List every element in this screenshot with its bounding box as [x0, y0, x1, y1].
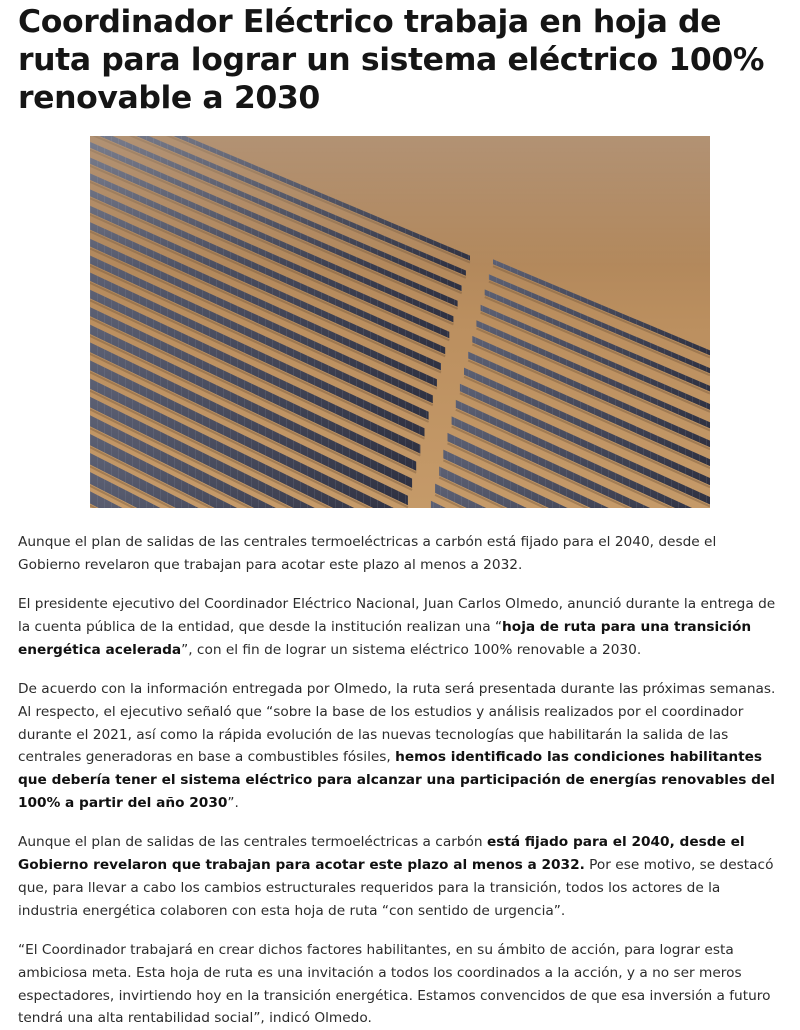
article-paragraph — [18, 939, 782, 1030]
bold-text: hemos identificado las condiciones habilitantes que debería tener el sistema eléctrico para alcanzar una participación de energías renovables del 100% a partir del año 2030 — [18, 749, 775, 811]
article-paragraph — [18, 531, 782, 577]
article-paragraph — [18, 678, 782, 815]
solar-farm-photo — [90, 136, 710, 508]
bold-text: está fijado para el 2040, desde el Gobierno revelaron que trabajan para acotar este plazo al menos a 2032. — [18, 834, 745, 874]
article-paragraph — [18, 831, 782, 922]
paragraph-text: ”. — [227, 794, 239, 811]
paragraph-text: Aunque el plan de salidas de las centrales termoeléctricas a carbón — [18, 834, 487, 851]
paragraph-text: De acuerdo con la información entregada por Olmedo, la ruta será presentada durante las próximas semanas. Al respecto, el ejecutivo señaló que “sobre la base de los estudios y análisis realizados por el coordinador durante el 2021, así como la rápida evolución de las nuevas tecnologías que habilitarán la salida de las centrales generadoras en base a combustibles fósiles, — [18, 680, 776, 766]
article-body — [18, 531, 782, 1030]
paragraph-text: El presidente ejecutivo del Coordinador Eléctrico Nacional, Juan Carlos Olmedo, anunció durante la entrega de la cuenta pública de la entidad, que desde la institución realizan una “ — [18, 596, 776, 635]
paragraph-text: Aunque el plan de salidas de las centrales termoeléctricas a carbón está fijado para el 2040, desde el Gobierno revelaron que trabajan para acotar este plazo al menos a 2032. — [18, 534, 717, 573]
bold-text: hoja de ruta para una transición energética acelerada — [18, 618, 752, 658]
article — [0, 3, 800, 1030]
article-title: Coordinador Eléctrico trabaja en hoja de ruta para lograr un sistema eléctrico 100% renovable a 2030 — [18, 4, 765, 116]
paragraph-text: ”, con el fin de lograr un sistema eléctrico 100% renovable a 2030. — [181, 641, 642, 658]
paragraph-text: Por ese motivo, se destacó que, para llevar a cabo los cambios estructurales requeridos para la transición, todos los actores de la industria energética colaboren con esta hoja de ruta “con sentido de urgencia”. — [18, 857, 774, 919]
paragraph-text: “El Coordinador trabajará en crear dichos factores habilitantes, en su ámbito de acción, para lograr esta ambiciosa meta. Esta hoja de ruta es una invitación a todos los coordinados a la acción, y a no ser meros espectadores, invirtiendo hoy en la transición energética. Estamos convencidos de que esa inversión a futuro tendrá una alta rentabilidad social”, indicó Olmedo. — [18, 941, 771, 1027]
article-paragraph — [18, 593, 782, 661]
